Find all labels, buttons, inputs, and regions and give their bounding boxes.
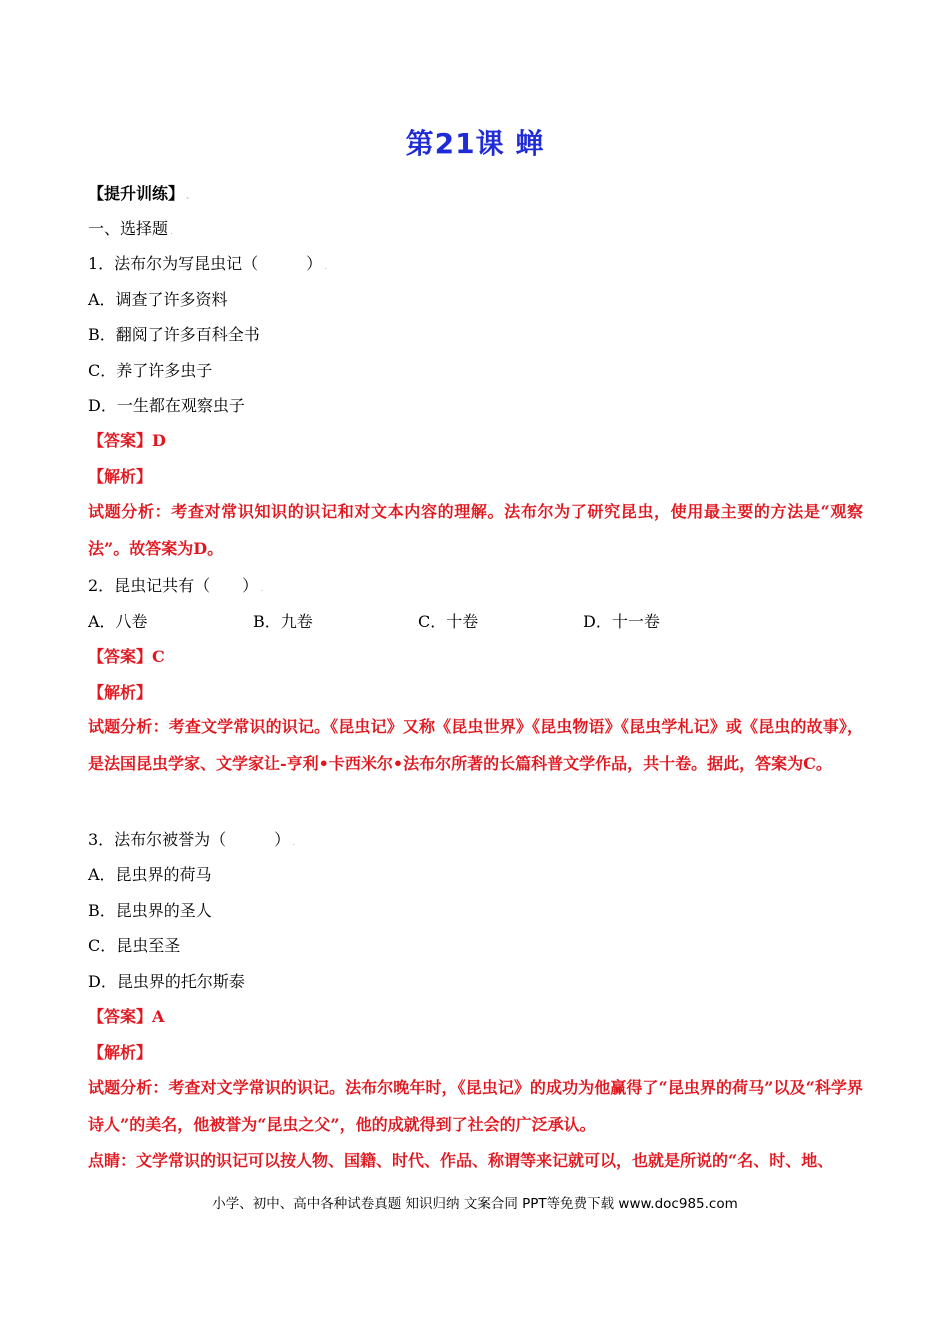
q3-analysis: 试题分析：考查对文学常识的识记。法布尔晚年时，《昆虫记》的成功为他赢得了“昆虫界的荷马”以及“科学界诗人”的美名，他被誉为“昆虫之父”，他的成就得到了社会的广泛承认。 <box>88 1078 863 1134</box>
part-one-heading: 一、选择题 . <box>88 219 173 238</box>
section-header-text: 【提升训练】 <box>88 184 185 203</box>
q2-option-b: B．九卷 <box>253 612 313 631</box>
section-header: 【提升训练】 . <box>88 184 190 203</box>
q3-answer: 【答案】A <box>88 1007 165 1026</box>
q3-option-a: A．昆虫界的荷马 <box>88 865 212 884</box>
q2-stem-text: 2．昆虫记共有（ ） <box>88 576 259 595</box>
q1-stem-text: 1．法布尔为写昆虫记（ ） <box>88 254 323 273</box>
q2-option-a: A．八卷 <box>88 612 148 631</box>
q2-answer: 【答案】C <box>88 647 165 666</box>
q2-analysis-label: 【解析】 <box>88 683 153 702</box>
page-footer: 小学、初中、高中各种试卷真题 知识归纳 文案合同 PPT等免费下载 www.doc985.com <box>212 1196 738 1212</box>
q2-option-c: C．十卷 <box>418 612 479 631</box>
q2-stem: 2．昆虫记共有（ ） . <box>88 576 264 595</box>
part-one-text: 一、选择题 <box>88 219 169 238</box>
q3-tip: 点睛：文学常识的识记可以按人物、国籍、时代、作品、称谓等来记就可以，也就是所说的“名、时、地、 <box>88 1151 834 1170</box>
q3-stem: 3．法布尔被誉为（ ） . <box>88 830 296 849</box>
q1-option-d: D．一生都在观察虫子 <box>88 396 245 415</box>
q2-analysis: 试题分析：考查文学常识的识记。《昆虫记》又称《昆虫世界》《昆虫物语》《昆虫学札记》或《昆虫的故事》，是法国昆虫学家、文学家让-亨利•卡西米尔•法布尔所著的长篇科普文学作品，共十卷。据此，答案为C。 <box>88 717 863 773</box>
q3-option-b: B．昆虫界的圣人 <box>88 901 212 920</box>
q1-analysis: 试题分析：考查对常识知识的识记和对文本内容的理解。法布尔为了研究昆虫，使用最主要的方法是“观察法”。故答案为D。 <box>88 502 863 558</box>
q3-option-c: C．昆虫至圣 <box>88 936 181 955</box>
q1-option-a: A．调查了许多资料 <box>88 290 228 309</box>
q3-analysis-label: 【解析】 <box>88 1043 153 1062</box>
q1-stem: 1．法布尔为写昆虫记（ ） . <box>88 254 328 273</box>
q3-option-d: D．昆虫界的托尔斯泰 <box>88 972 245 991</box>
q1-answer: 【答案】D <box>88 431 166 450</box>
page-title: 第21课 蝉 <box>405 127 545 160</box>
q1-analysis-label: 【解析】 <box>88 467 153 486</box>
q1-option-c: C．养了许多虫子 <box>88 361 213 380</box>
q3-stem-text: 3．法布尔被誉为（ ） <box>88 830 291 849</box>
q2-option-d: D．十一卷 <box>583 612 660 631</box>
q1-option-b: B．翻阅了许多百科全书 <box>88 325 260 344</box>
